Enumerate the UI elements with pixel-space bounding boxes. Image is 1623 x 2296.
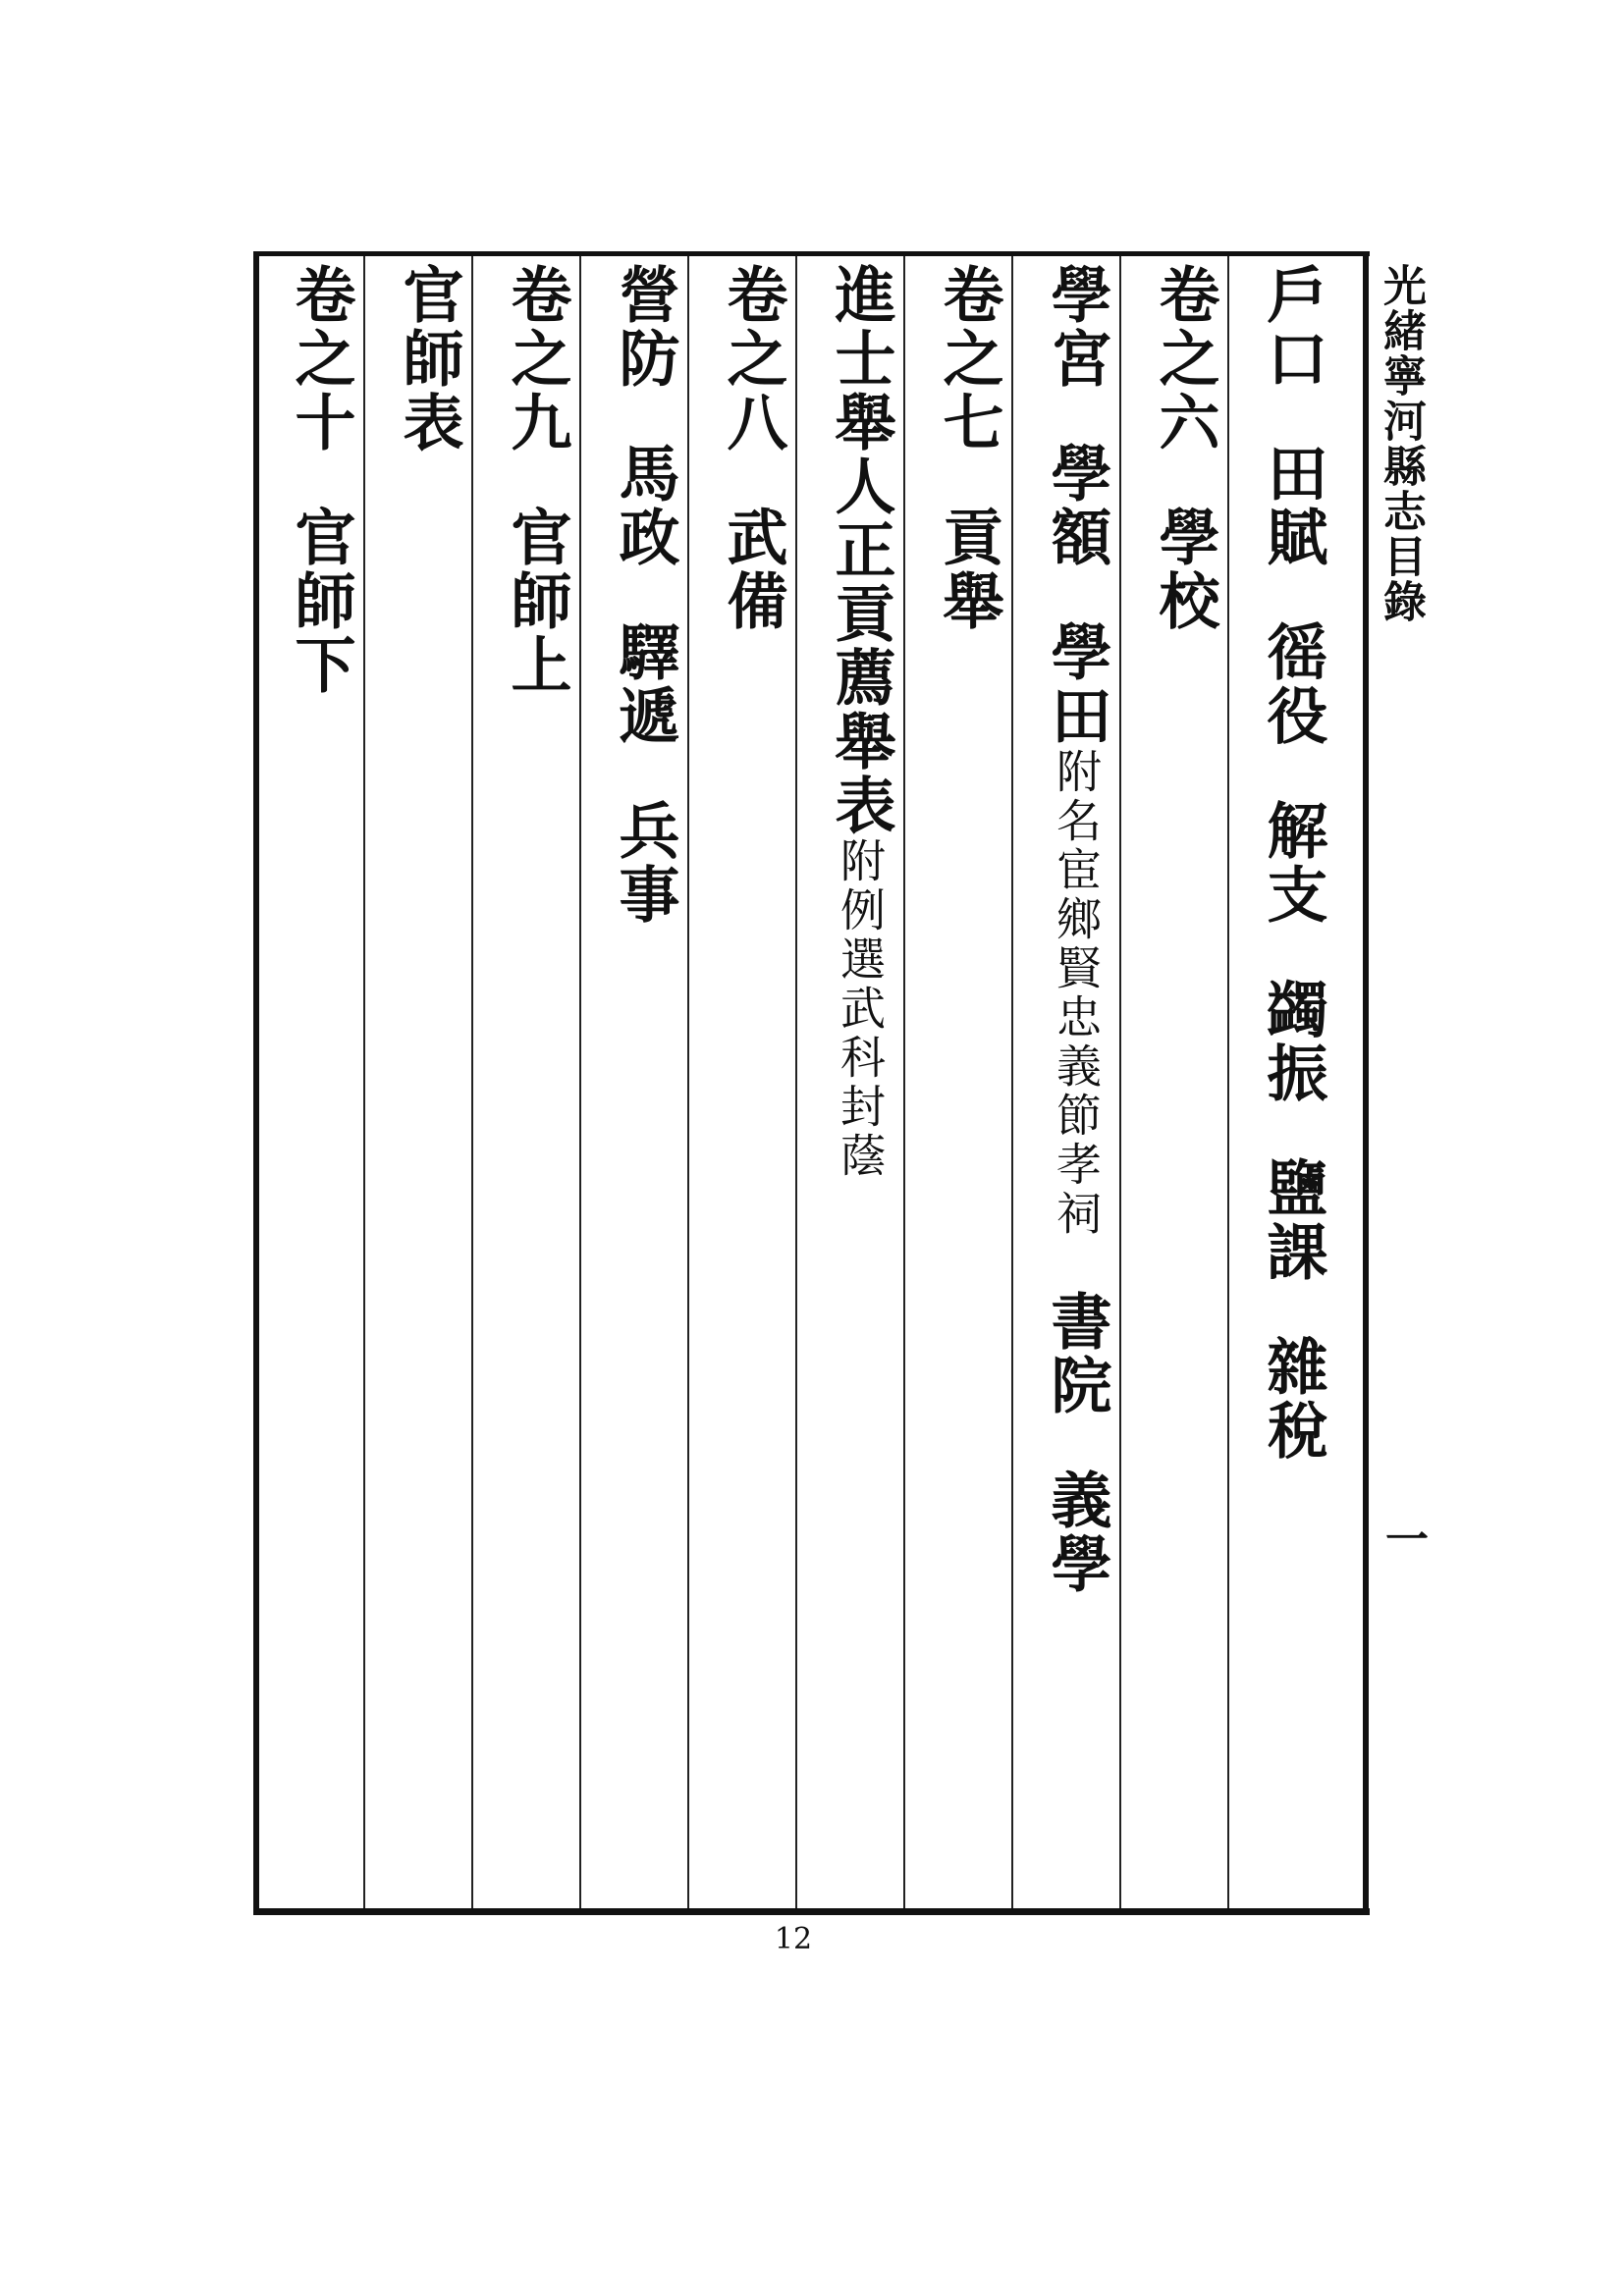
toc-column-8 bbox=[489, 263, 583, 1902]
toc-column-7 bbox=[597, 263, 691, 1902]
volume-heading: 卷之十 bbox=[285, 263, 356, 454]
volume-subject: 官師下 bbox=[285, 506, 356, 697]
entry-item: 學額 bbox=[1041, 442, 1112, 569]
entry-item: 兵事 bbox=[609, 799, 680, 927]
entry-main: 進士舉人正貢薦舉表 bbox=[825, 263, 896, 837]
entry-item: 義學 bbox=[1041, 1468, 1112, 1596]
volume-subject: 學校 bbox=[1149, 506, 1220, 633]
volume-heading: 卷之七 bbox=[933, 263, 1004, 454]
toc-column-5 bbox=[813, 263, 907, 1902]
volume-subject: 貢舉 bbox=[933, 506, 1004, 633]
volume-heading: 卷之八 bbox=[717, 263, 788, 454]
entry-item: 學田 bbox=[1041, 620, 1112, 748]
book-title: 光緒寧河縣志 bbox=[1376, 263, 1426, 534]
entry-item: 徭役 bbox=[1257, 620, 1328, 748]
volume-heading: 卷之九 bbox=[501, 263, 572, 454]
toc-column-2 bbox=[1137, 263, 1231, 1902]
entry-note: 附例選武科封蔭 bbox=[834, 837, 887, 1181]
margin-title bbox=[1371, 263, 1430, 624]
frame-right-border bbox=[1363, 251, 1369, 1915]
section-title: 目錄 bbox=[1376, 534, 1426, 624]
toc-column-10 bbox=[273, 263, 367, 1902]
volume-subject: 官師上 bbox=[501, 506, 572, 697]
entry-item: 雜稅 bbox=[1257, 1335, 1328, 1463]
entry-item: 蠲振 bbox=[1257, 978, 1328, 1105]
entry-item: 鹽課 bbox=[1257, 1156, 1328, 1284]
entry-main: 學宮 bbox=[1041, 263, 1112, 391]
margin-leaf-number: 一 bbox=[1378, 1517, 1428, 1560]
frame-bottom-border bbox=[253, 1908, 1370, 1915]
volume-subject: 武備 bbox=[717, 506, 788, 633]
frame-top-border bbox=[255, 251, 1370, 256]
toc-column-3 bbox=[1029, 263, 1123, 1902]
entry-main: 戶口 bbox=[1257, 263, 1328, 391]
frame-left-border bbox=[253, 251, 259, 1915]
toc-column-6 bbox=[705, 263, 799, 1902]
entry-item: 驛遞 bbox=[609, 620, 680, 748]
entry-item: 解支 bbox=[1257, 799, 1328, 927]
volume-heading: 卷之六 bbox=[1149, 263, 1220, 454]
toc-column-1 bbox=[1245, 263, 1339, 1902]
entry-item: 馬政 bbox=[609, 442, 680, 569]
entry-main: 官師表 bbox=[393, 263, 464, 454]
entry-item: 書院 bbox=[1041, 1290, 1112, 1417]
entry-main: 營防 bbox=[609, 263, 680, 391]
entry-note: 附名宦鄉賢忠義節孝祠 bbox=[1050, 748, 1103, 1239]
entry-item: 田賦 bbox=[1257, 442, 1328, 569]
toc-column-9 bbox=[381, 263, 475, 1902]
page-number: 12 bbox=[774, 1922, 813, 1956]
toc-column-4 bbox=[921, 263, 1015, 1902]
